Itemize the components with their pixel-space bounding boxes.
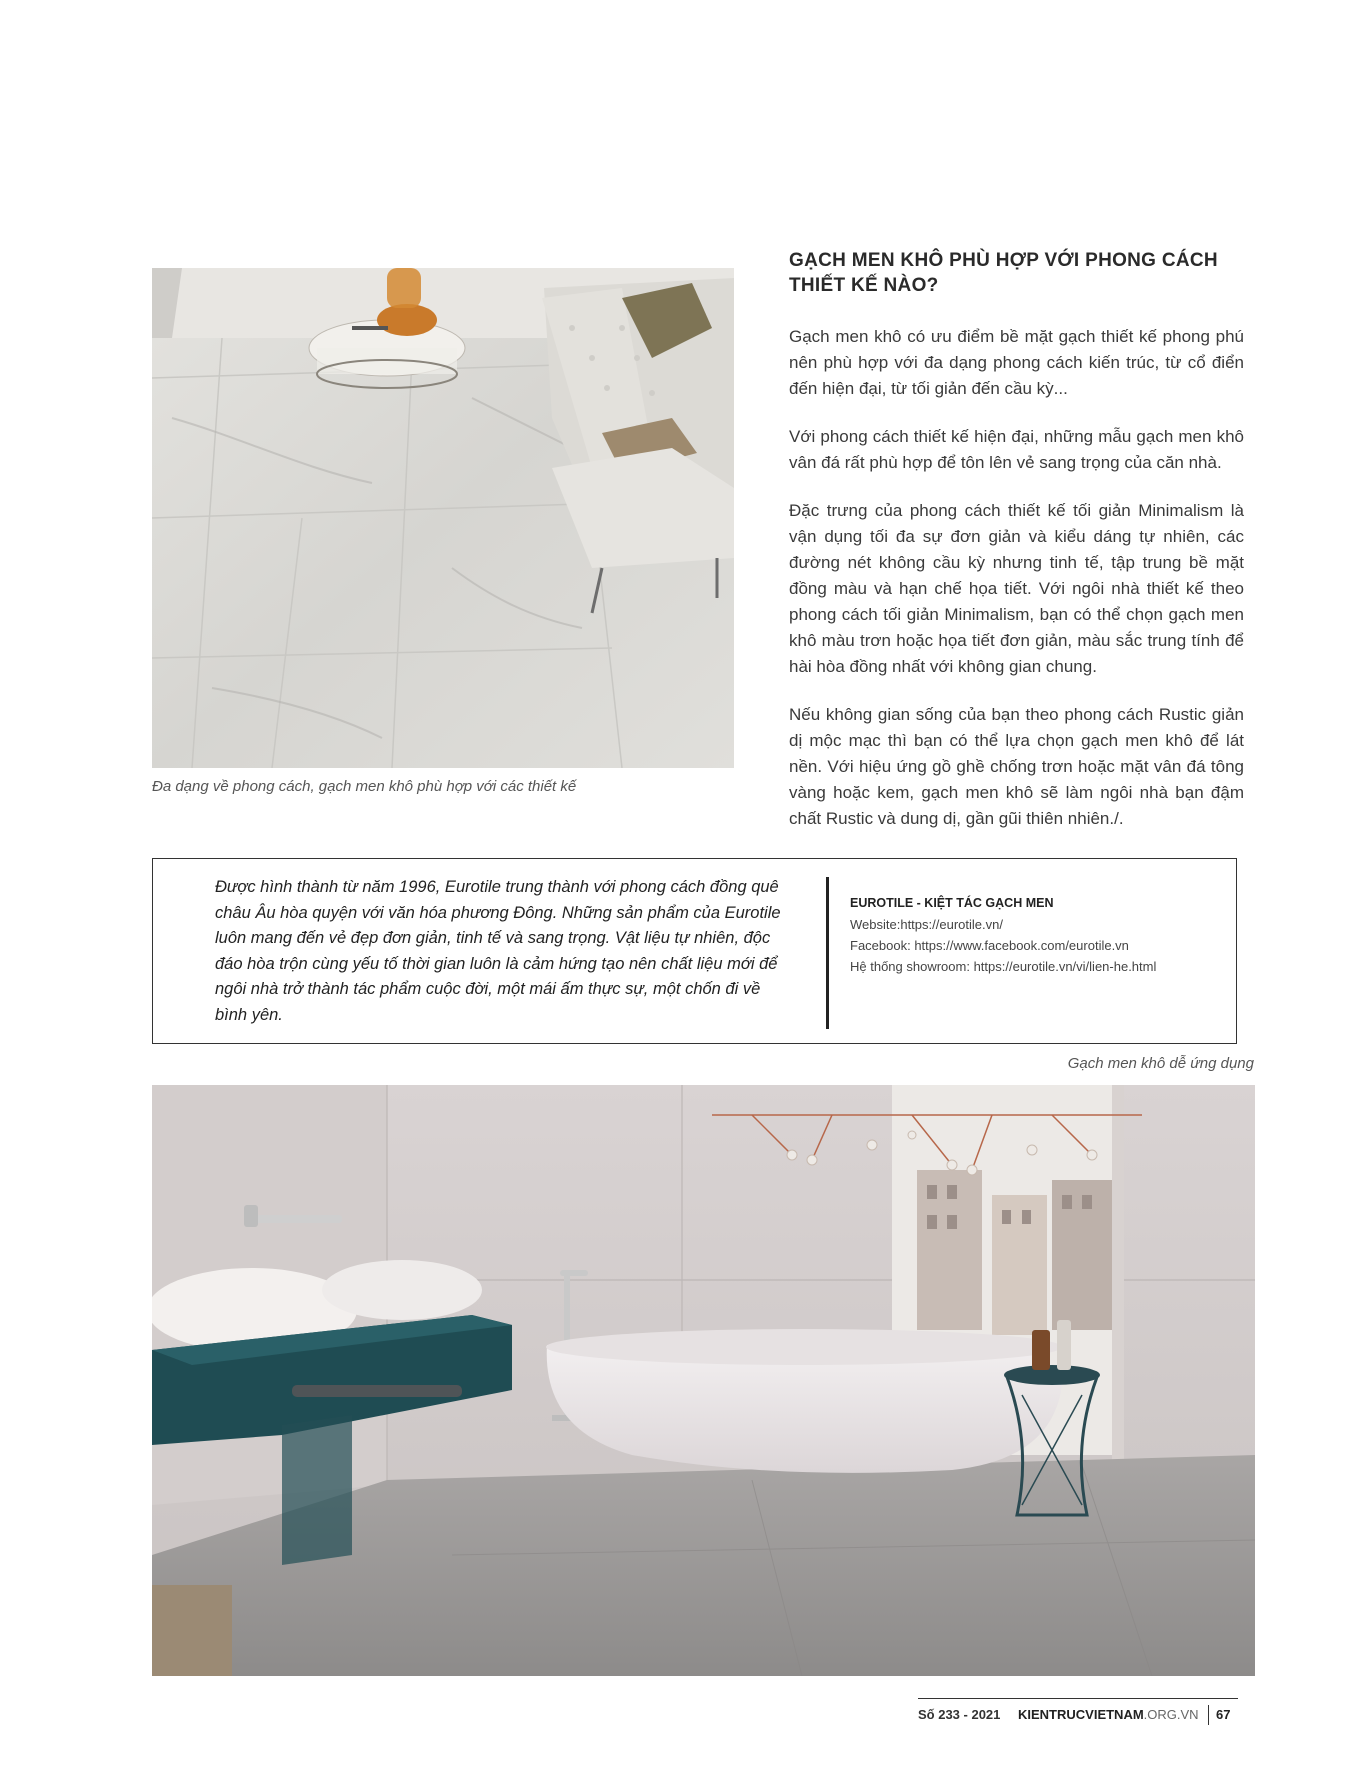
issue-number: Số 233 - 2021 <box>918 1707 1001 1722</box>
website-link[interactable]: Website:https://eurotile.vn/ <box>850 917 1003 932</box>
bathroom-photo <box>152 1085 1255 1676</box>
article-paragraph: Đặc trưng của phong cách thiết kế tối giản Minimalism là vận dụng tối đa sự đơn giản và kiểu dáng tự nhiên, các đường nét không cầu kỳ nhưng tinh tế, tập trung bề mặt đồng màu và hạn chế họa tiết. Với ngôi nhà thiết kế theo phong cách tối giản Minimalism, bạn có thể chọn gạch men khô màu trơn hoặc họa tiết đơn giản, màu sắc trung tính để hài hòa đồng nhất với không gian chung. <box>789 501 1244 676</box>
page-number: 67 <box>1216 1707 1231 1722</box>
bathroom-caption: Gạch men khô dễ ứng dụng <box>1067 1055 1254 1072</box>
site-name-domain: .ORG.VN <box>1143 1707 1199 1722</box>
page-footer <box>918 1705 1238 1729</box>
facebook-link[interactable]: Facebook: https://www.facebook.com/eurotile.vn <box>850 938 1129 953</box>
company-quote: Được hình thành từ năm 1996, Eurotile trung thành với phong cách đồng quê châu Âu hòa quyện với văn hóa phương Đông. Những sản phẩm của Eurotile luôn mang đến vẻ đẹp đơn giản, tinh tế và sang trọng. Vật liệu tự nhiên, độc đáo hòa trộn cùng yếu tố thời gian luôn là cảm hứng tạo nên chất liệu mới để ngôi nhà trở thành tác phẩm cuộc đời, một mái ấm thực sự, một chốn đi về bình yên. <box>215 878 781 1024</box>
article-body <box>789 248 1244 854</box>
contact-block <box>850 893 1230 977</box>
bathroom-illustration <box>152 1085 1255 1676</box>
site-name <box>1018 1707 1199 1722</box>
site-name-bold: KIENTRUCVIETNAM <box>1018 1707 1144 1722</box>
contact-title: EUROTILE - KIỆT TÁC GẠCH MEN <box>850 896 1054 910</box>
info-divider <box>826 877 829 1029</box>
living-room-caption: Đa dạng về phong cách, gạch men khô phù hợp với các thiết kế <box>152 778 577 795</box>
article-heading: GẠCH MEN KHÔ PHÙ HỢP VỚI PHONG CÁCH THIẾT KẾ NÀO? <box>789 250 1218 296</box>
footer-separator <box>1208 1705 1209 1725</box>
article-paragraph: Với phong cách thiết kế hiện đại, những mẫu gạch men khô vân đá rất phù hợp để tôn lên vẻ sang trọng của căn nhà. <box>789 427 1244 472</box>
article-paragraph: Gạch men khô có ưu điểm bề mặt gạch thiết kế phong phú nên phù hợp với đa dạng phong cách kiến trúc, từ cổ điển đến hiện đại, từ tối giản đến cầu kỳ... <box>789 327 1244 398</box>
showroom-link[interactable]: Hệ thống showroom: https://eurotile.vn/vi/lien-he.html <box>850 959 1157 974</box>
living-room-illustration <box>152 268 734 768</box>
living-room-photo <box>152 268 734 768</box>
company-info-box <box>152 858 1237 1044</box>
article-paragraph: Nếu không gian sống của bạn theo phong cách Rustic giản dị mộc mạc thì bạn có thể lựa chọn gạch men khô để lát nền. Với hiệu ứng gồ ghề chống trơn hoặc mặt vân đá tông vàng hoặc kem, gạch men khô sẽ làm ngôi nhà bạn đậm chất Rustic và dung dị, gần gũi thiên nhiên./. <box>789 705 1244 828</box>
footer-rule <box>918 1698 1238 1699</box>
